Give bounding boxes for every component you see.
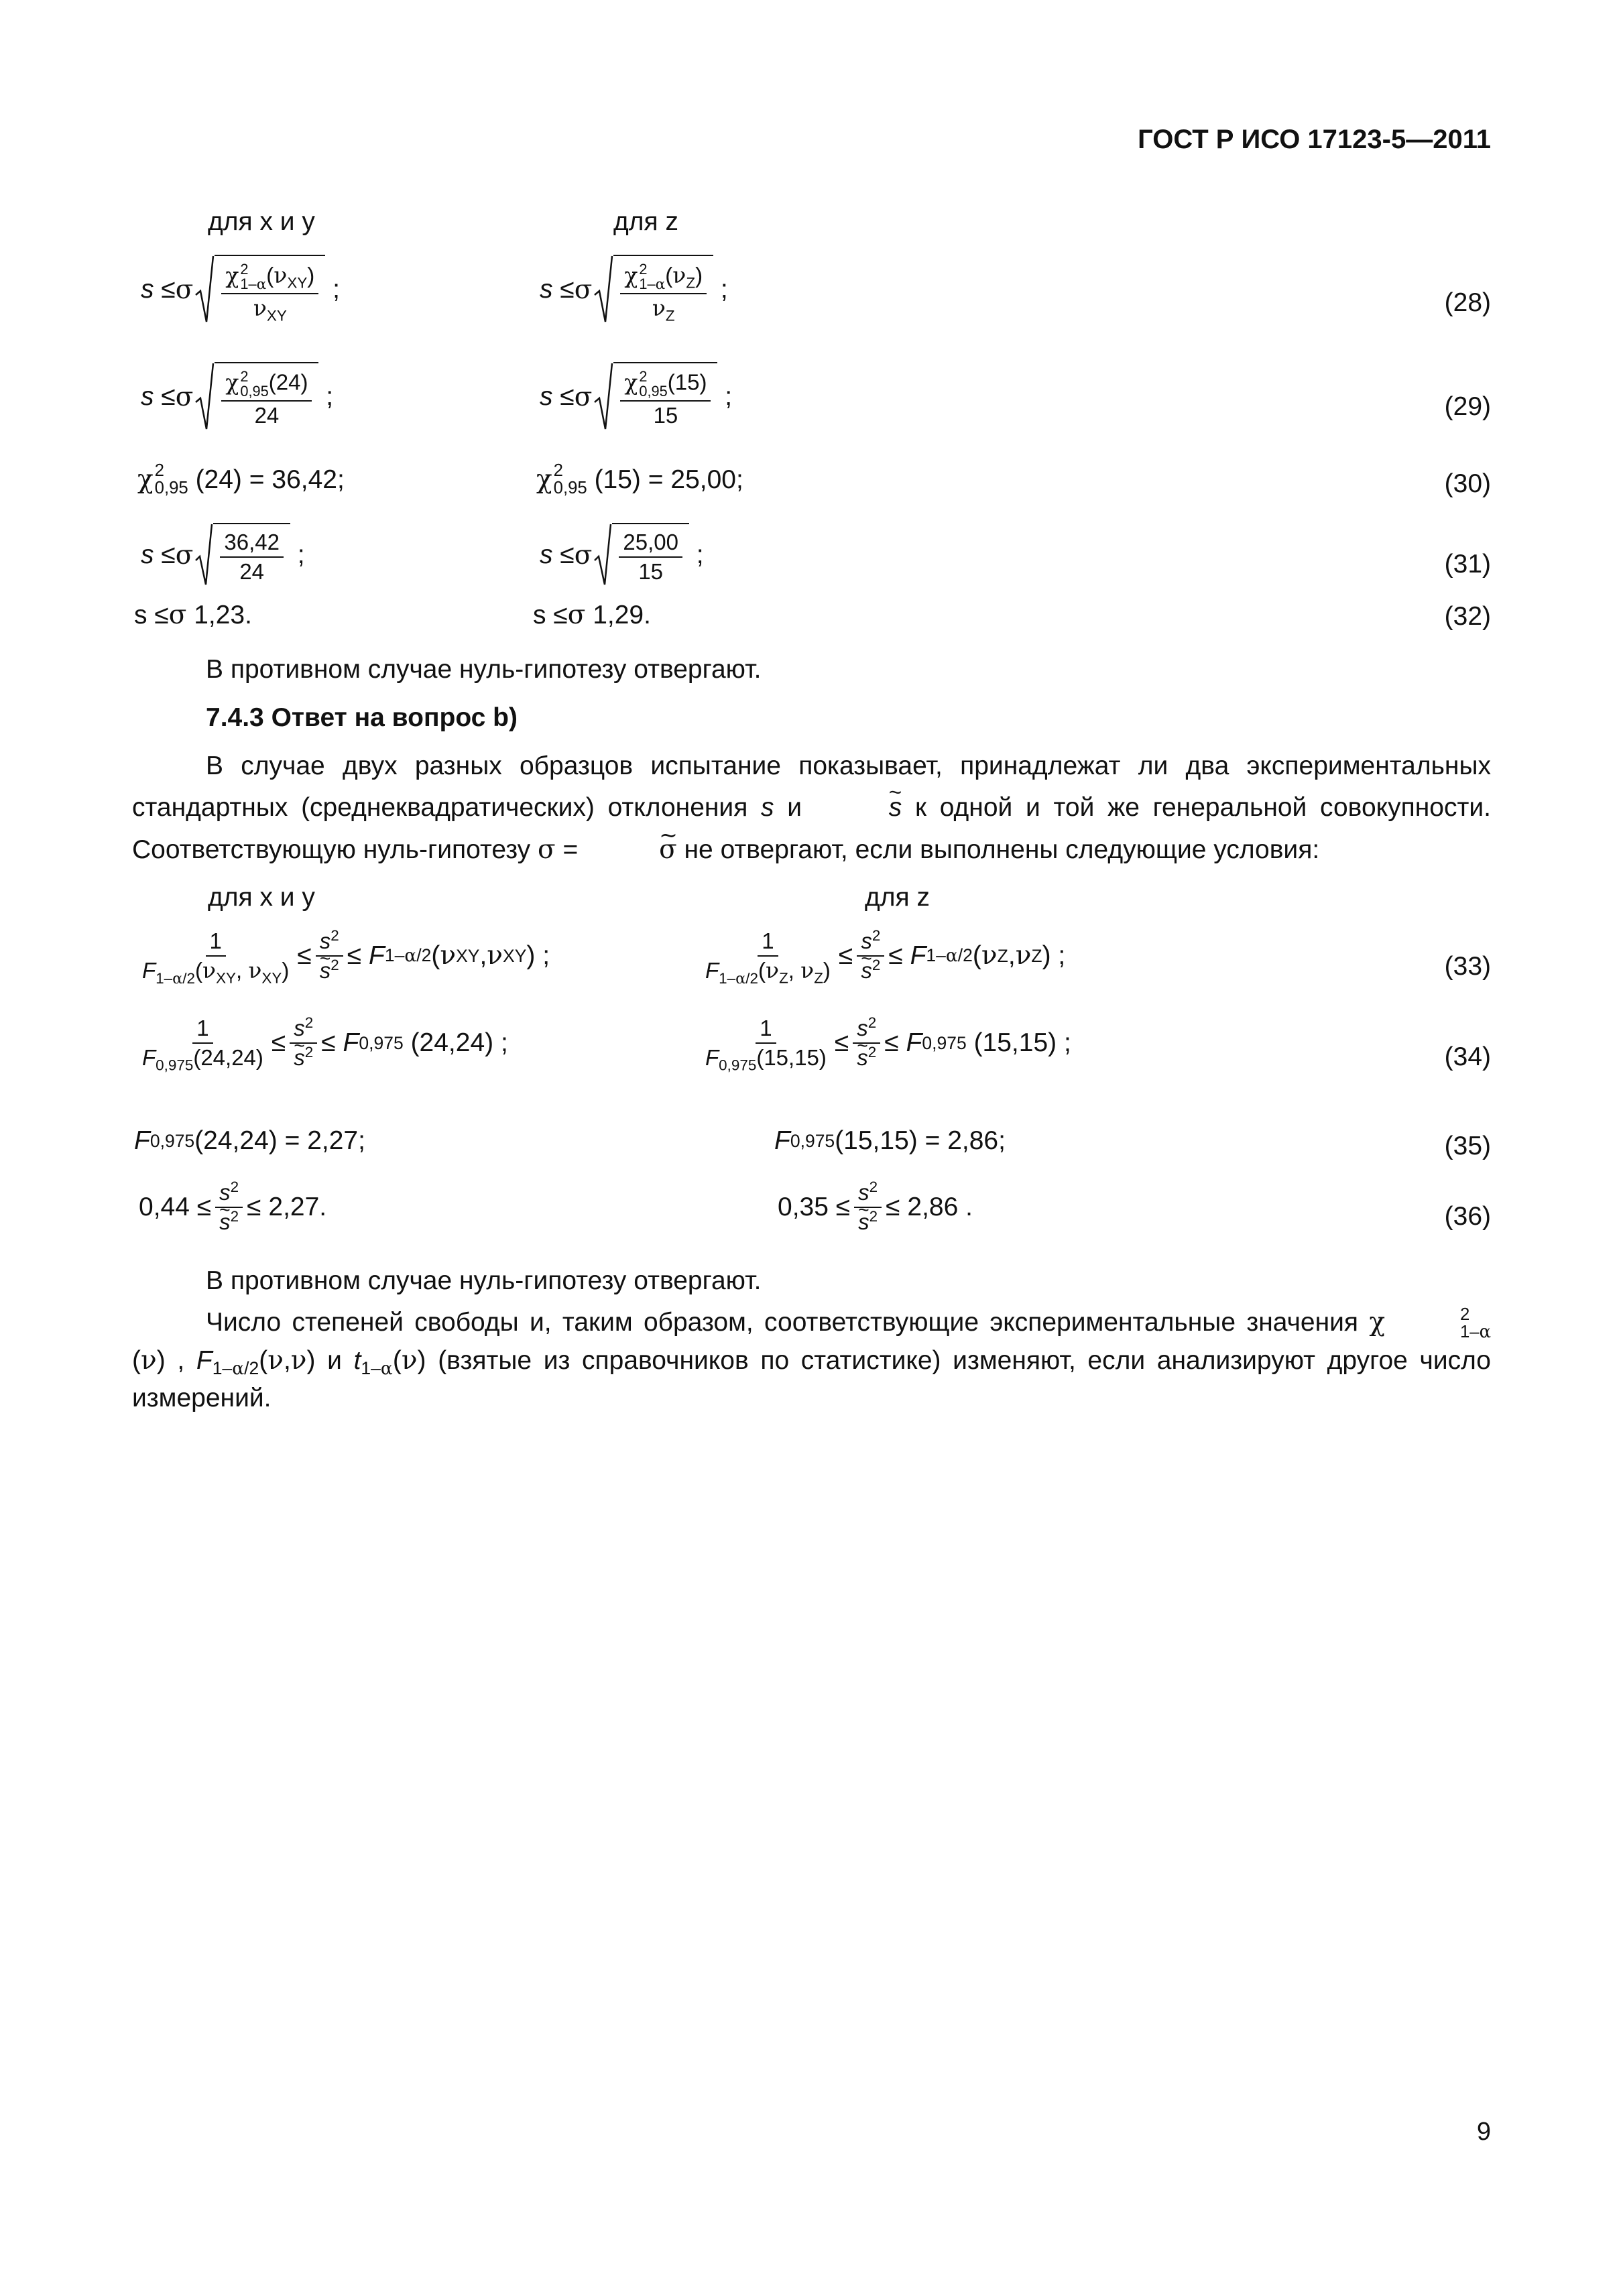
label-for-xy: для x и y [208,207,315,236]
document-header: ГОСТ Р ИСО 17123-5—2011 [1138,125,1491,154]
paragraph-reject-2: В противном случае нуль-гипотезу отвергают. [206,1266,762,1295]
label-for-z: для z [613,207,678,236]
formula-35-xy: F 0,975 (24,24) = 2,27 ; [134,1126,365,1155]
label-for-xy: для x и y [208,883,315,912]
formula-30-xy: χ 2 0,95 (24) = 36,42 ; [137,461,345,497]
formula-29-z: s ≤ σ χ 2 0,95 (15) 15 ; [540,362,732,432]
equation-number: (28) [1444,288,1491,317]
paragraph-degrees-of-freedom: Число степеней свободы и, таким образом, соответствующие экспериментальные значения χ 2 1–α (ν) , $F_{1-\alpha/2}(\nu,\nu)$ и $t_{1-\alpha}(\nu)$ (взятые из справочников по статистике) изменяют, если анализируют другое число измерений. [132,1305,1491,1413]
formula-33-xy: $\frac{1}{F_{1-\alpha/2}(\nu_{XY}, \nu_{XY})}$ ≤ $s^2$ ~ $s^2$ ≤ F 1–α/2 ( ν XY , ν XY ) ; [134,928,550,983]
equation-number: (32) [1444,602,1491,631]
formula-33-z: $\frac{1}{F_{1-\alpha/2}(\nu_Z, \nu_Z)}$ ≤ $s^2$ ~ $s^2$ ≤ F 1–α/2 ( ν Z , ν Z ) ; [697,928,1065,983]
formula-32-xy: s ≤ σ 1,23 . [134,600,252,630]
formula-36-xy: 0,44 ≤ $s^2$ ~ $s^2$ ≤ 2,27 . [139,1180,326,1235]
paragraph-reject-1: В противном случае нуль-гипотезу отвергают. [206,655,762,684]
equation-number: (31) [1444,550,1491,579]
paragraph-test-description: В случае двух разных образцов испытание показывает, принадлежат ли два экспериментальных стандартных (среднеквадратических) отклонения s и ~ s к одной и той же генеральной совокупности. Соответствующую нуль-гипотезу σ = ~ σ не отвергают, если выполнены следующие условия: [132,745,1491,871]
formula-34-z: $\frac{1}{F_{0,975}(15,15)}$ ≤ $s^2$ ~ $s^2$ ≤ F 0,975 (15,15) ; [697,1016,1071,1071]
formula-31-xy: s ≤ σ $\frac{36,42}{24}$ ; [141,523,305,587]
equation-number: (33) [1444,952,1491,981]
formula-31-z: s ≤ σ $\frac{25,00}{15}$ ; [540,523,704,587]
equation-number: (36) [1444,1202,1491,1231]
formula-36-z: 0,35 ≤ $s^2$ ~ $s^2$ ≤ 2,86 . [778,1180,973,1235]
formula-34-xy: $\frac{1}{F_{0,975}(24,24)}$ ≤ $s^2$ ~ $s^2$ ≤ F 0,975 (24,24) ; [134,1016,508,1071]
equation-number: (35) [1444,1132,1491,1160]
equation-number: (30) [1444,469,1491,498]
equation-number: (34) [1444,1042,1491,1071]
section-heading: 7.4.3 Ответ на вопрос b) [206,703,518,732]
formula-32-z: s ≤ σ 1,29 . [533,600,651,630]
label-for-z: для z [865,883,930,912]
formula-35-z: F 0,975 (15,15) = 2,86 ; [774,1126,1006,1155]
formula-28-xy: s ≤ σ χ 2 1–α $(\nu_{XY})$ $\nu_{XY}$ ; [141,255,340,324]
formula-29-xy: s ≤ σ χ 2 0,95 (24) 24 ; [141,362,333,432]
page-number: 9 [1476,2118,1491,2146]
formula-28-z: s ≤ σ χ 2 1–α $(\nu_Z)$ $\nu_Z$ ; [540,255,728,324]
equation-number: (29) [1444,392,1491,421]
formula-30-z: χ 2 0,95 (15) = 25,00 ; [536,461,743,497]
